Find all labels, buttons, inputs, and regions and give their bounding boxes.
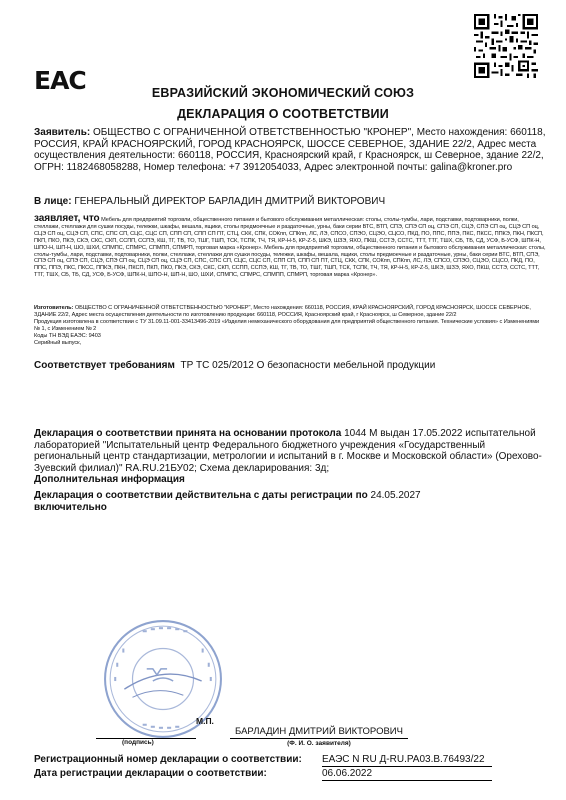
additional-info-label: Дополнительная информация xyxy=(34,474,185,485)
representative-text: ГЕНЕРАЛЬНЫЙ ДИРЕКТОР БАРЛАДИН ДМИТРИЙ ВИКТОРОВИЧ xyxy=(74,196,386,207)
validity-date: 24.05.2027 xyxy=(370,490,421,501)
signer-name: БАРЛАДИН ДМИТРИЙ ВИКТОРОВИЧ xyxy=(230,726,408,739)
validity-label: Декларация о соответствии действительна с даты регистрации по xyxy=(34,490,368,501)
qr-code-icon xyxy=(474,14,538,78)
hs-code: Коды ТН ВЭД ЕАЭС: 9403 xyxy=(34,332,101,339)
products-text: Мебель для предприятий торговли, общественного питания и бытового обслуживания металлическая: столы, столы-тумбы, лари, подставки, подтоварники, полки, стеллажи, стеллажи для сушки посуды, тележки, шкафы, вешала, ящики, столы предмоечные и раздаточные, урны, баки серии ВТС, ВТП, СПЭ, СПЭ СП оц, СПЭ СП, СЦЭ, СПЭ СП оц, СЦЭ СП оц, СЦЭ СП оц, СЦЭ СП, СПС, СПС СП, СЦС, СЦС СП, СПП СП, СПП СП ПТ, СТЦ, СКК, СПК, СОКпп, СПКпп, ЛС, ЛЭ, СПСО, СПЭО, СЦЭО, СЦСО, ПКД, ПО, ППС, ППЭ, ПКС, ПКСС, ППКЭ, ПКН, ПКСП, ПКП, ПКО, ПКЭ, СКЭ, СКС, СКП, ССПП, ССПЭ, КШ, ТГ, ТВ, ТО, ТШГ, ТШП, ТСК, ТСПК, ТЧ, ТЯ, КР-Н-5, КР-Z-5, ШКЭ, ШЗЭ, ЯХО, ПКШ, ССТЭ, ССТС, ТТТ, ТТГ, ТШХ, СБ, ТБ, СД, УСФ, Б-УСФ, ШПК-Н, ШПО-Н, ШП-Н, ШО, ШХИ, СПМПС, СПМРС, СПМПП, СПМРП, торговая марка «Кронер». Мебель для предприятий торговли, общественного питания и бытового обслуживания металлическая: столы, столы-тумбы, лари, подставки, подтоварники, полки, стеллажи, стеллажи для сушки посуды, тележки, шкафы, вешала, ящики, столы предмоечные и раздаточные, урны, баки серии ВТС, ВТП, СПЭ, СПЭ СП оц, СПЭ СП, СЦЭ, СПЭ СП оц, СЦЭ СП оц, СЦЭ СП, СПС, СПС СП, СЦС, СЦС СП, СПП СП, СПП СП ПТ, СТЦ, СКК, СПК, СОКпп, СПКпп, ЛС, ЛЭ, СПСО, СПЭО, СЦЭО, СЦСО, ПКД, ПО, ППС, ППЭ, ПКС, ПКСС, ППКЭ, ПКН, ПКСП, ПКП, ПКО, ПКЭ, СКЭ, СКС, СКП, ССПП, ССПЭ, КШ, ТГ, ТВ, ТО, ТШГ, ТШП, ТСК, ТСПК, ТЧ, ТЯ, КР-Н-5, КР-Z-5, ШКЭ, ШЗЭ, ЯХО, ПКШ, ССТЭ, ССТС, ТТТ, ТТГ, ТШХ, СБ, ТБ, СД, УСФ, Б-УСФ, ШПК-Н, ШПО-Н, ШП-Н, ШО, ШХИ, СПМПС, СПМРС, СПМПП, СПМРП, торговая марка «Кронер». xyxy=(34,217,546,279)
conformity-section xyxy=(34,360,546,372)
applicant-section xyxy=(34,127,546,173)
manufacturer-section xyxy=(34,305,546,346)
applicant-text: ОБЩЕСТВО С ОГРАНИЧЕННОЙ ОТВЕТСТВЕННОСТЬЮ "КРОНЕР", Место нахождения: 660118, РОССИЯ, КРАЙ КРАСНОЯРСКИЙ, ГОРОД КРАСНОЯРСК, ШОССЕ СЕВЕРНОЕ, ЗДАНИЕ 22/2, Адрес места осуществления деятельности: 660118, РОССИЯ, Красноярский край, г Красноярск, ш Северное, здание 22/2, ОГРН: 1182468058288, Номер телефона: +7 3912054033, Адрес электронной почты: galina@kroner.pro xyxy=(34,127,546,173)
declares-label: заявляет, что xyxy=(34,213,100,224)
union-heading: ЕВРАЗИЙСКИЙ ЭКОНОМИЧЕСКИЙ СОЮЗ xyxy=(151,86,415,100)
representative-section xyxy=(34,196,546,208)
signature-label: (подпись) xyxy=(122,739,154,746)
conformity-label: Соответствует требованиям xyxy=(34,360,175,371)
batch-type: Серийный выпуск, xyxy=(34,339,82,346)
validity-suffix: включительно xyxy=(34,501,107,513)
basis-text: 1044 М выдан 17.05.2022 испытательной лабораторией "Испытательный центр Федерального бюджетного учреждения «Государственный региональный центр стандартизации, метрологии и испытаний в г. Москве и Московской области» (Орехово-Зуевский филиал)" RA.RU.21БУ02; Схема декларирования: 3д; xyxy=(34,428,542,474)
document-title: ДЕКЛАРАЦИЯ О СООТВЕТСТВИИ xyxy=(177,107,389,121)
seal-place-label: М.П. xyxy=(196,716,214,726)
manufacturer-label: Изготовитель: xyxy=(34,305,74,311)
registration-date-label: Дата регистрации декларации о соответствии: xyxy=(34,768,267,779)
signature-line xyxy=(96,728,196,739)
conformity-text: ТР ТС 025/2012 О безопасности мебельной продукции xyxy=(180,360,436,371)
validity-section xyxy=(34,490,546,513)
registration-date: 06.06.2022 xyxy=(322,768,492,781)
basis-section xyxy=(34,428,546,474)
manufacturer-text: ОБЩЕСТВО С ОГРАНИЧЕННОЙ ОТВЕТСТВЕННОСТЬЮ "КРОНЕР", Место нахождения: 660118, РОССИЯ, КРАЙ КРАСНОЯРСКИЙ, ГОРОД КРАСНОЯРСК, ШОССЕ СЕВЕРНОЕ, ЗДАНИЕ 22/2, Адрес места осуществления деятельности по изготовлению продукции: 660118, РОССИЯ, Красноярский край, г Красноярск, ш Северное, здание 22/2 xyxy=(34,305,531,318)
applicant-label: Заявитель: xyxy=(34,127,91,138)
manufacturer-docs: Продукция изготовлена в соответствии с ТУ 31.09.11-001-33413496-2019 «Изделия немеханического оборудования для предприятий общественного питания. Технические условия» с Изменениями № 1, с Изменением № 2 xyxy=(34,318,540,332)
eac-mark: ЕАС xyxy=(34,66,86,95)
registration-number: ЕАЭС N RU Д-RU.PA03.B.76493/22 xyxy=(322,754,492,767)
representative-label: В лице: xyxy=(34,196,72,207)
basis-label: Декларация о соответствии принята на основании протокола xyxy=(34,428,342,439)
signer-name-label: (Ф. И. О. заявителя) xyxy=(287,740,351,747)
products-section xyxy=(34,213,546,279)
registration-number-label: Регистрационный номер декларации о соответствии: xyxy=(34,754,302,765)
